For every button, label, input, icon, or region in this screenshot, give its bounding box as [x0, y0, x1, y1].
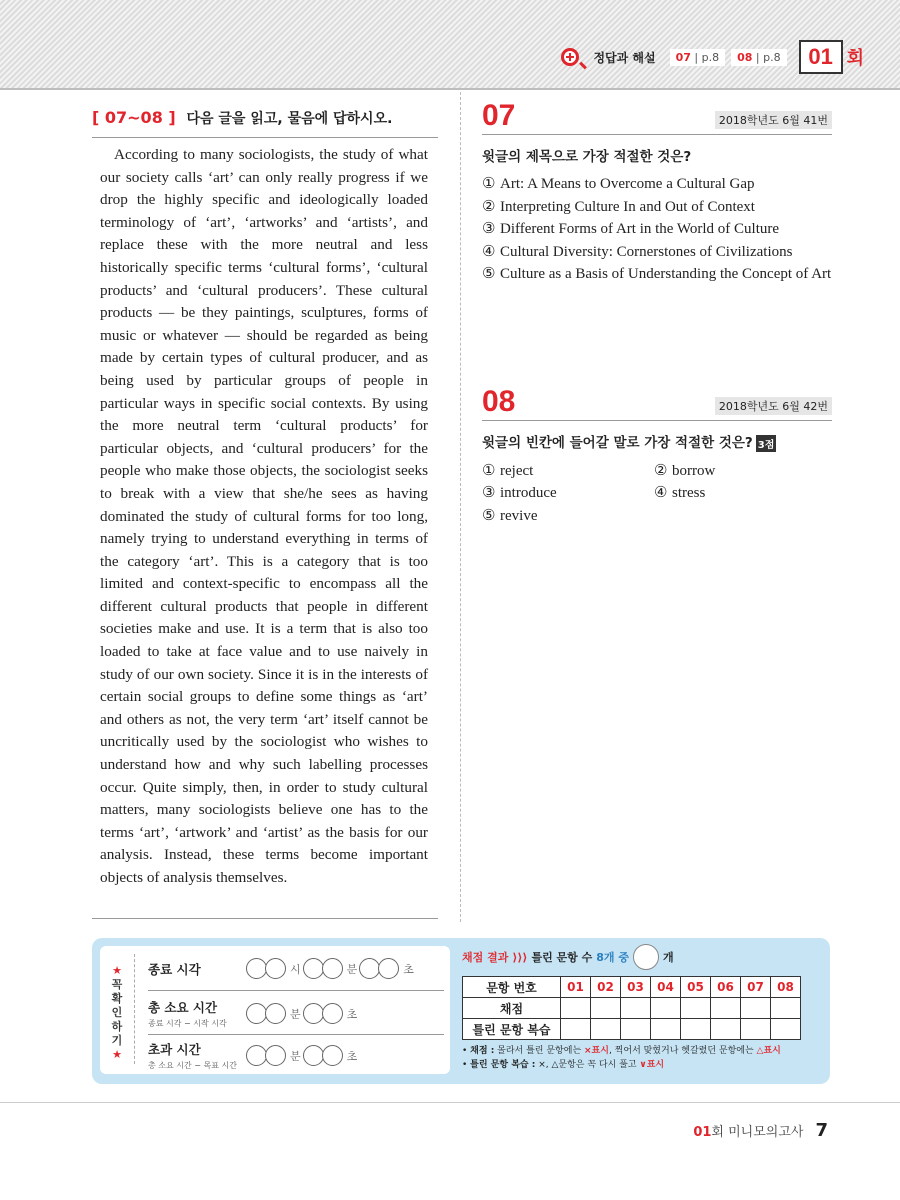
- option-4[interactable]: ④ Cultural Diversity: Cornerstones of Civilizations: [482, 243, 793, 260]
- end-time-row: 종료 시각 시 분 초: [148, 958, 418, 979]
- grading-row: 채점: [463, 998, 801, 1019]
- column-divider: [460, 92, 461, 922]
- time-circle[interactable]: [265, 1003, 286, 1024]
- time-circle[interactable]: [322, 1045, 343, 1066]
- time-circle[interactable]: [265, 1045, 286, 1066]
- question-prompt: 윗글의 빈칸에 들어갈 말로 가장 적절한 것은? 3점: [482, 435, 775, 451]
- question-source: 2018학년도 6월 41번: [715, 111, 832, 129]
- round-number: 01: [799, 40, 843, 74]
- time-circle[interactable]: [303, 1003, 324, 1024]
- question-source: 2018학년도 6월 42번: [715, 397, 832, 415]
- page-footer: [693, 1120, 828, 1141]
- grading-result-line: 채점 결과 ⟩⟩⟩ 틀린 문항 수 8개 중 개: [462, 944, 822, 970]
- wrong-count-circle[interactable]: [633, 944, 659, 970]
- time-circle[interactable]: [378, 958, 399, 979]
- magnifier-handle-icon: [580, 61, 588, 69]
- passage-bottom-rule: [92, 918, 438, 919]
- footer-rule: [0, 1102, 900, 1103]
- option-2[interactable]: ② borrow: [654, 462, 716, 479]
- option-5[interactable]: ⑤ Culture as a Basis of Understanding the Concept of Art: [482, 266, 832, 283]
- arrows-icon: ⟩⟩⟩: [512, 950, 528, 964]
- passage-instruction: 다음 글을 읽고, 물음에 답하시오.: [186, 111, 393, 127]
- option-2[interactable]: ② Interpreting Culture In and Out of Context: [482, 198, 755, 215]
- option-1[interactable]: ① Art: A Means to Overcome a Cultural Gap: [482, 176, 755, 192]
- over-time-row: 초과 시간 총 소요 시간 − 목표 시간 분 초: [148, 1042, 358, 1070]
- header-tools: [561, 40, 864, 74]
- row-sublabel: 총 소요 시간 − 목표 시간: [148, 1061, 237, 1070]
- option-5[interactable]: ⑤ revive: [482, 507, 538, 524]
- round-suffix: 회: [846, 48, 864, 69]
- passage-text-before-blank: According to many sociologists, the study of what our society calls ‘art’ can only really progress if we drop the highly specific and ideologically loaded terminology of ‘art’, ‘artworks’ and ‘artists’, and replace these with the more neutral and less historically specific terms ‘cultural forms’, ‘cultural products’ and ‘cultural producers’. These cultural products — be they paintings, sculptures, forms of music or whatever — should be regarded as being made by certain types of cultural producer, and as being used by particular groups of people in particular ways in specific social contexts. By using the more neutral term ‘cultural products’ for particular objects, and ‘cultural producers’ for the people who make those objects, the sociologist seeks to break with a view that she/he sees as having dominated the study of cultural forms for too long, namely trying to understand everything in terms of the category ‘art’. This is a category that is too limited and context-specific to encompass all the different cultural products that people in different societies make and use. It is a term that is also too loaded to take at face value and to use naively in study of our own society. Since it is in the interests of certain social groups to define some things as ‘art’ and others as not, the very term ‘art’ itself cannot be uncritically used by the sociologist who wishes to understand how and why such labelling processes occur. Quite simply, then, in order to study cultural matters, many sociologists believe one has to: [100, 146, 428, 819]
- option-3[interactable]: ③ introduce: [482, 485, 557, 502]
- round-indicator: [799, 40, 864, 74]
- time-circle[interactable]: [246, 1003, 267, 1024]
- time-circle[interactable]: [322, 1003, 343, 1024]
- option-4[interactable]: ④ stress: [654, 485, 706, 502]
- footer-round: 01: [693, 1125, 712, 1140]
- question-number: 07: [482, 99, 516, 132]
- label-separator: [134, 954, 135, 1064]
- option-3[interactable]: ③ Different Forms of Art in the World of Culture: [482, 221, 780, 238]
- page-number: 7: [815, 1120, 828, 1141]
- answer-ref-08: 08 | p.8: [731, 49, 787, 66]
- time-circle[interactable]: [246, 1045, 267, 1066]
- answer-ref-07: 07 | p.8: [670, 49, 726, 66]
- magnifier-plus-icon: [561, 48, 579, 66]
- time-circle[interactable]: [246, 958, 267, 979]
- question-08: [482, 386, 832, 527]
- question-range: [ 07~08 ]: [92, 108, 176, 127]
- row-label: 초과 시간: [148, 1042, 201, 1057]
- grading-legend: • 채점 : 몰라서 틀린 문항에는 ×표시, 찍어서 맞혔거나 헷갈렸던 문항에는 △표시 • 틀린 문항 복습 : ×, △문항은 꼭 다시 풀고 ∨표시: [462, 1046, 781, 1070]
- time-circle[interactable]: [265, 958, 286, 979]
- must-check-label: ★ 꼭 확 인 하 기 ★: [111, 964, 123, 1061]
- passage-heading: [92, 108, 438, 138]
- question-07: [482, 100, 832, 286]
- total-time-row: 총 소요 시간 종료 시각 − 시작 시각 분 초: [148, 1000, 358, 1028]
- grading-area: [462, 944, 822, 1072]
- time-circle[interactable]: [322, 958, 343, 979]
- passage-text-after-blank: the terms ‘art’, ‘artwork’ and ‘artist’ as the basis for our analysis. Instead, these terms become important objects of analysis themselves.: [100, 801, 428, 886]
- question-number: 08: [482, 385, 516, 418]
- row-label: 총 소요 시간: [148, 1000, 218, 1015]
- self-check-panel: [92, 938, 830, 1084]
- grading-table: 문항 번호 01 02 03 04 05 06 07 08 채점 틀린 문항 복습: [462, 976, 801, 1040]
- row-sublabel: 종료 시각 − 시작 시각: [148, 1019, 227, 1028]
- answer-options: [482, 460, 832, 528]
- review-row: 틀린 문항 복습: [463, 1019, 801, 1040]
- row-divider: [148, 1034, 444, 1035]
- time-circle[interactable]: [359, 958, 380, 979]
- footer-title: 회 미니모의고사: [711, 1125, 804, 1140]
- question-prompt: 윗글의 제목으로 가장 적절한 것은?: [482, 149, 692, 165]
- time-circle[interactable]: [303, 958, 324, 979]
- option-1[interactable]: ① reject: [482, 462, 534, 479]
- time-circle[interactable]: [303, 1045, 324, 1066]
- reading-passage: [100, 144, 428, 890]
- row-divider: [148, 990, 444, 991]
- answer-options: [482, 173, 832, 286]
- points-badge: 3점: [756, 435, 777, 452]
- row-label: 종료 시각: [148, 961, 201, 977]
- answer-key-label: 정답과 해설: [593, 50, 656, 65]
- header-rule: [0, 88, 900, 90]
- time-record-card: [100, 946, 450, 1074]
